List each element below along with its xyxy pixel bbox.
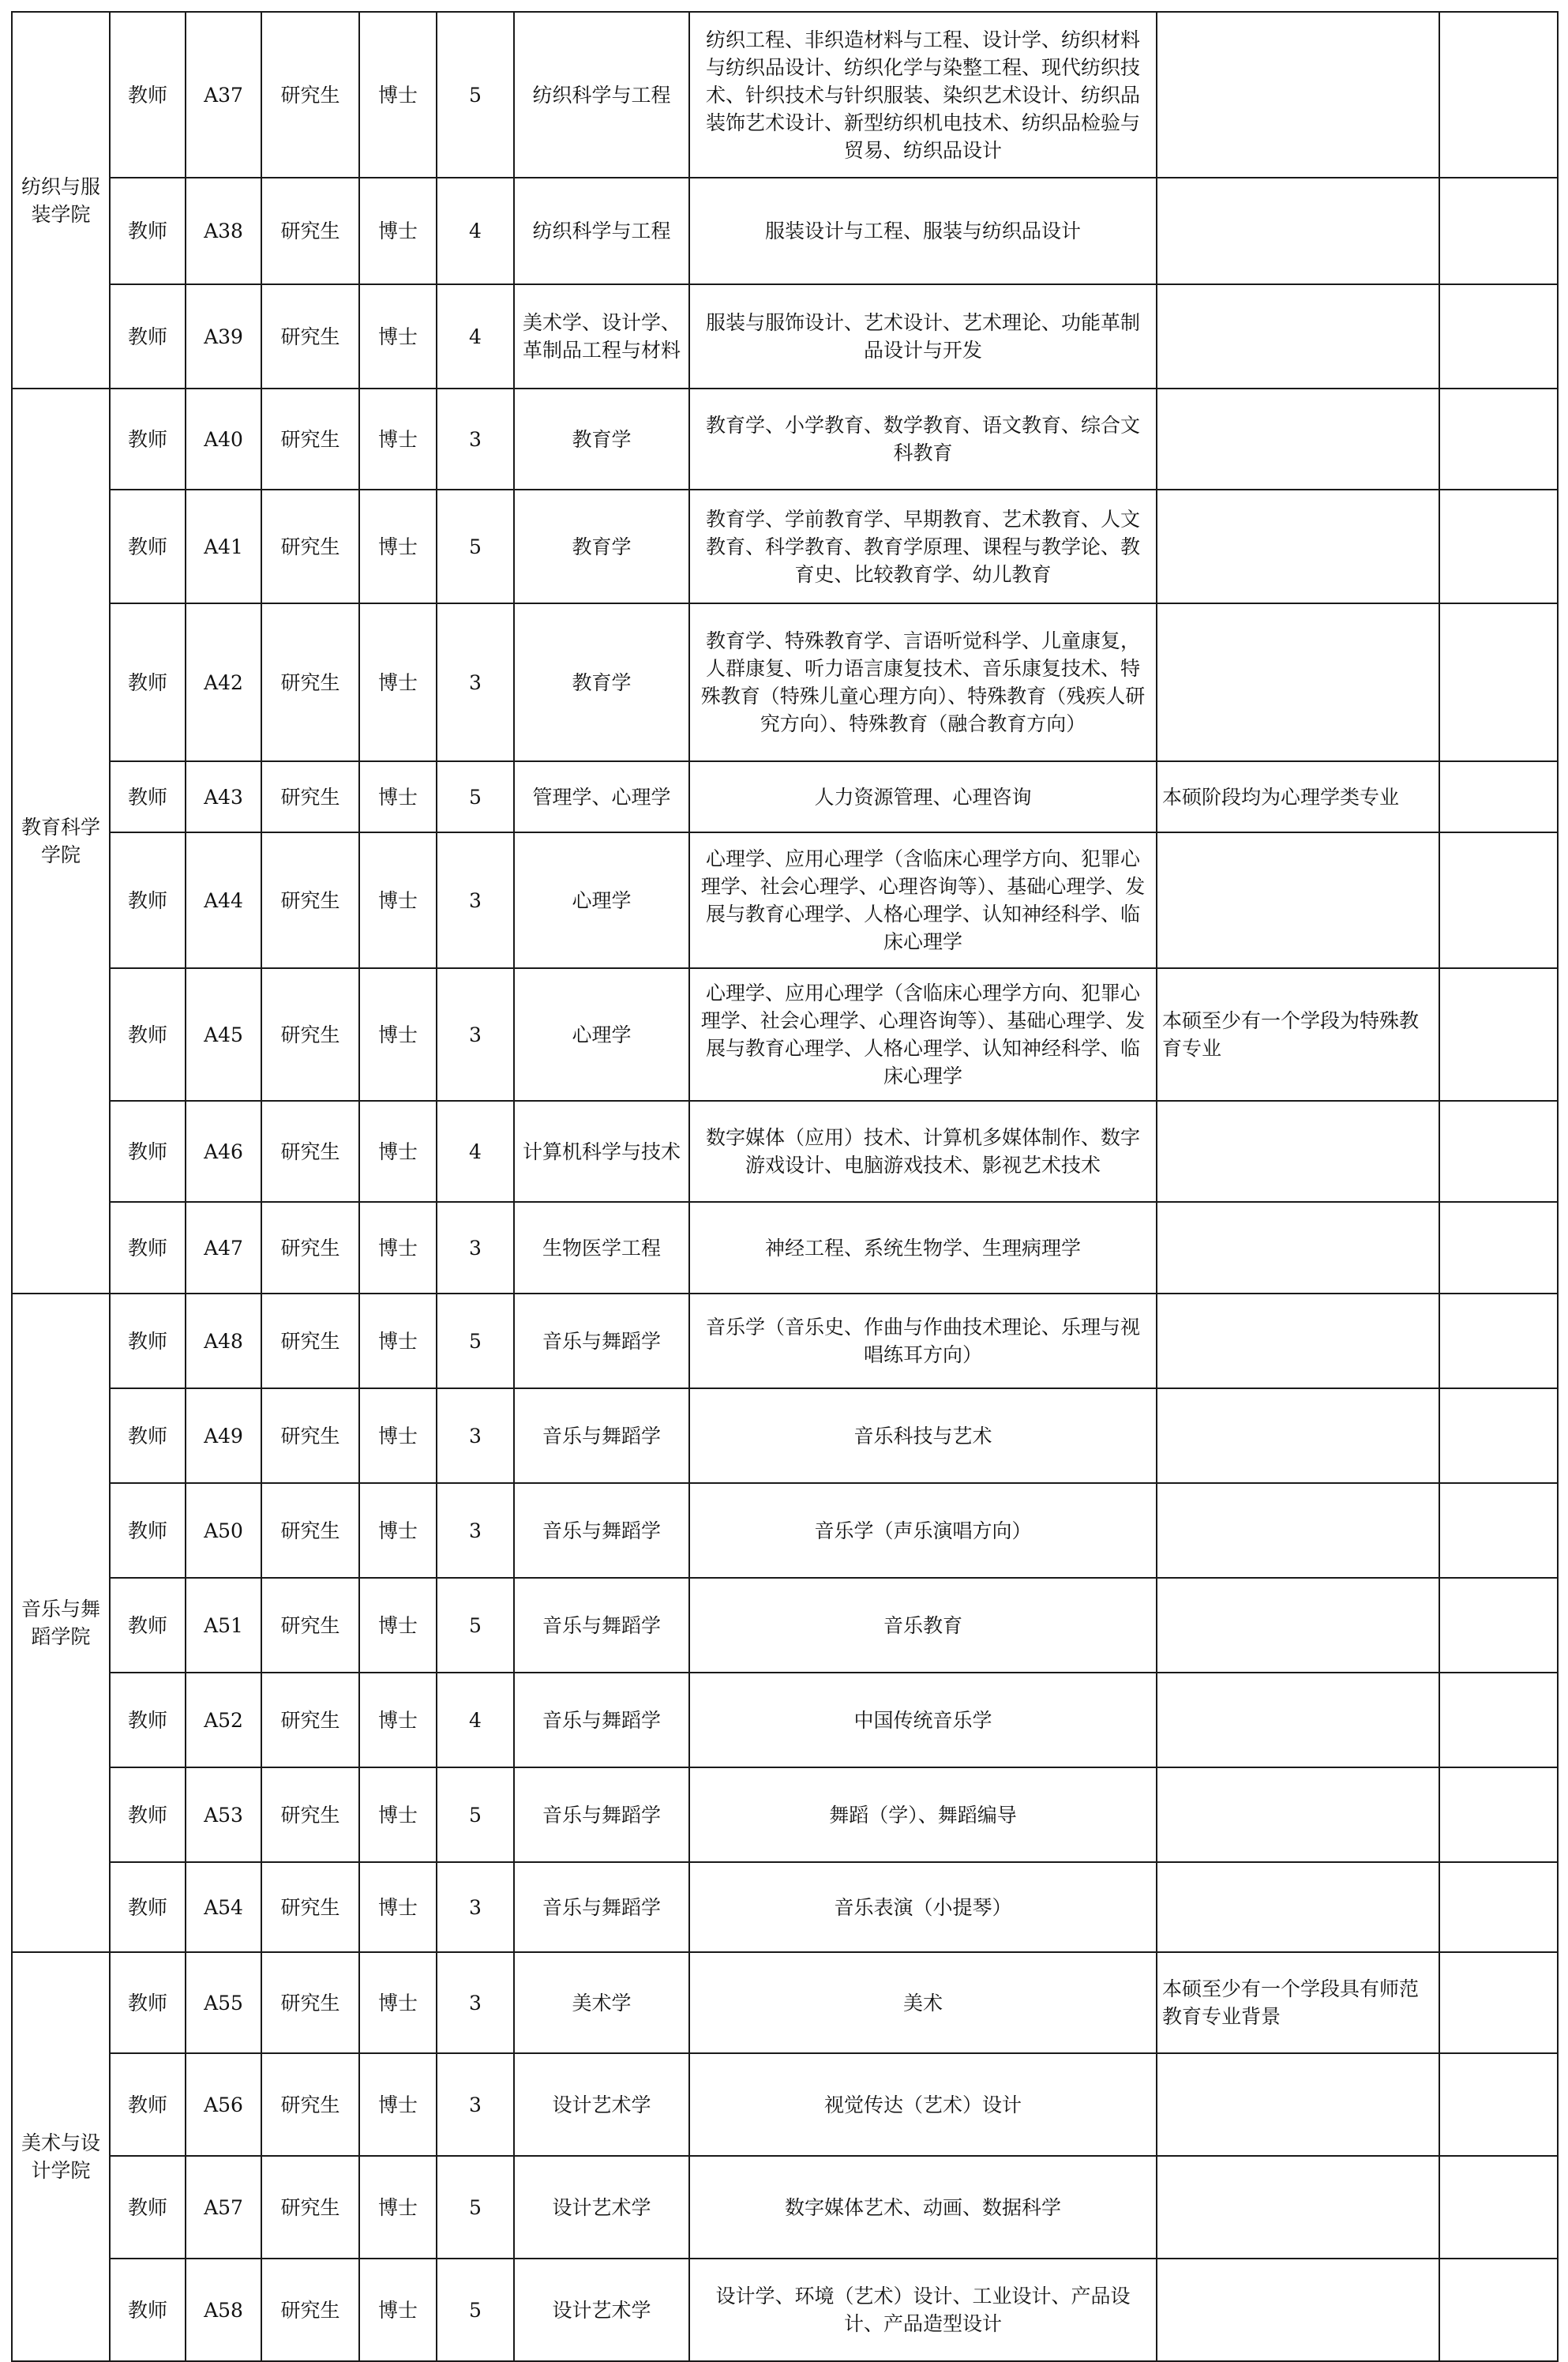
code-cell: A50	[186, 1483, 261, 1578]
majors-cell: 教育学、特殊教育学、言语听觉科学、儿童康复，人群康复、听力语言康复技术、音乐康复技术、特殊教育（特殊儿童心理方向）、特殊教育（残疾人研究方向）、特殊教育（融合教育方向）	[689, 603, 1157, 761]
table-row	[12, 1673, 1558, 1767]
extra-cell	[1439, 1578, 1558, 1673]
extra-cell	[1439, 1767, 1558, 1862]
degree-cell: 博士	[359, 2156, 437, 2259]
post-cell: 教师	[110, 603, 186, 761]
education-cell: 研究生	[261, 1483, 359, 1578]
discipline-cell: 音乐与舞蹈学	[514, 1767, 689, 1862]
post-cell: 教师	[110, 1952, 186, 2053]
table-row	[12, 761, 1558, 832]
majors-cell: 中国传统音乐学	[689, 1673, 1157, 1767]
count-cell: 5	[437, 1578, 514, 1673]
majors-cell: 服装设计与工程、服装与纺织品设计	[689, 178, 1157, 284]
discipline-cell: 设计艺术学	[514, 2156, 689, 2259]
discipline-cell: 教育学	[514, 389, 689, 490]
remark-cell	[1157, 389, 1439, 490]
count-cell: 3	[437, 832, 514, 968]
code-cell: A40	[186, 389, 261, 490]
remark-cell: 本硕至少有一个学段为特殊教育专业	[1157, 968, 1439, 1101]
code-cell: A53	[186, 1767, 261, 1862]
code-cell: A57	[186, 2156, 261, 2259]
post-cell: 教师	[110, 2156, 186, 2259]
post-cell: 教师	[110, 1294, 186, 1388]
count-cell: 3	[437, 1952, 514, 2053]
count-cell: 3	[437, 968, 514, 1101]
remark-cell	[1157, 2053, 1439, 2156]
discipline-cell: 生物医学工程	[514, 1202, 689, 1294]
table-row	[12, 389, 1558, 490]
count-cell: 3	[437, 2053, 514, 2156]
table-row	[12, 2053, 1558, 2156]
remark-cell	[1157, 12, 1439, 178]
table-row	[12, 284, 1558, 389]
code-cell: A39	[186, 284, 261, 389]
remark-cell: 本硕至少有一个学段具有师范教育专业背景	[1157, 1952, 1439, 2053]
majors-cell: 数字媒体（应用）技术、计算机多媒体制作、数字游戏设计、电脑游戏技术、影视艺术技术	[689, 1101, 1157, 1202]
education-cell: 研究生	[261, 2156, 359, 2259]
extra-cell	[1439, 1673, 1558, 1767]
majors-cell: 美术	[689, 1952, 1157, 2053]
majors-cell: 教育学、小学教育、数学教育、语文教育、综合文科教育	[689, 389, 1157, 490]
code-cell: A46	[186, 1101, 261, 1202]
discipline-cell: 纺织科学与工程	[514, 178, 689, 284]
table-row	[12, 832, 1558, 968]
table-row	[12, 2156, 1558, 2259]
education-cell: 研究生	[261, 2053, 359, 2156]
degree-cell: 博士	[359, 832, 437, 968]
degree-cell: 博士	[359, 1952, 437, 2053]
count-cell: 5	[437, 12, 514, 178]
remark-cell	[1157, 1101, 1439, 1202]
post-cell: 教师	[110, 1673, 186, 1767]
majors-cell: 神经工程、系统生物学、生理病理学	[689, 1202, 1157, 1294]
majors-cell: 教育学、学前教育学、早期教育、艺术教育、人文教育、科学教育、教育学原理、课程与教学论、教育史、比较教育学、幼儿教育	[689, 490, 1157, 603]
majors-cell: 心理学、应用心理学（含临床心理学方向、犯罪心理学、社会心理学、心理咨询等）、基础心理学、发展与教育心理学、人格心理学、认知神经科学、临床心理学	[689, 832, 1157, 968]
degree-cell: 博士	[359, 1862, 437, 1952]
extra-cell	[1439, 12, 1558, 178]
degree-cell: 博士	[359, 1294, 437, 1388]
count-cell: 5	[437, 490, 514, 603]
discipline-cell: 心理学	[514, 968, 689, 1101]
majors-cell: 音乐科技与艺术	[689, 1388, 1157, 1483]
college-cell: 音乐与舞蹈学院	[12, 1294, 110, 1952]
remark-cell	[1157, 1483, 1439, 1578]
extra-cell	[1439, 761, 1558, 832]
remark-cell	[1157, 1202, 1439, 1294]
count-cell: 3	[437, 1388, 514, 1483]
extra-cell	[1439, 2156, 1558, 2259]
post-cell: 教师	[110, 1767, 186, 1862]
discipline-cell: 音乐与舞蹈学	[514, 1388, 689, 1483]
code-cell: A51	[186, 1578, 261, 1673]
discipline-cell: 美术学	[514, 1952, 689, 2053]
code-cell: A56	[186, 2053, 261, 2156]
majors-cell: 音乐教育	[689, 1578, 1157, 1673]
table-row	[12, 1767, 1558, 1862]
majors-cell: 视觉传达（艺术）设计	[689, 2053, 1157, 2156]
degree-cell: 博士	[359, 284, 437, 389]
extra-cell	[1439, 389, 1558, 490]
majors-cell: 服装与服饰设计、艺术设计、艺术理论、功能革制品设计与开发	[689, 284, 1157, 389]
majors-cell: 音乐表演（小提琴）	[689, 1862, 1157, 1952]
extra-cell	[1439, 284, 1558, 389]
remark-cell	[1157, 603, 1439, 761]
remark-cell: 本硕阶段均为心理学类专业	[1157, 761, 1439, 832]
degree-cell: 博士	[359, 1388, 437, 1483]
remark-cell	[1157, 1673, 1439, 1767]
extra-cell	[1439, 2053, 1558, 2156]
extra-cell	[1439, 178, 1558, 284]
education-cell: 研究生	[261, 1202, 359, 1294]
post-cell: 教师	[110, 284, 186, 389]
extra-cell	[1439, 1952, 1558, 2053]
count-cell: 5	[437, 2259, 514, 2361]
education-cell: 研究生	[261, 832, 359, 968]
degree-cell: 博士	[359, 1767, 437, 1862]
degree-cell: 博士	[359, 603, 437, 761]
extra-cell	[1439, 1388, 1558, 1483]
count-cell: 3	[437, 603, 514, 761]
code-cell: A37	[186, 12, 261, 178]
education-cell: 研究生	[261, 389, 359, 490]
post-cell: 教师	[110, 1388, 186, 1483]
count-cell: 4	[437, 1673, 514, 1767]
count-cell: 5	[437, 1767, 514, 1862]
college-cell: 纺织与服装学院	[12, 12, 110, 389]
remark-cell	[1157, 284, 1439, 389]
discipline-cell: 教育学	[514, 603, 689, 761]
count-cell: 3	[437, 1202, 514, 1294]
code-cell: A58	[186, 2259, 261, 2361]
discipline-cell: 教育学	[514, 490, 689, 603]
count-cell: 4	[437, 1101, 514, 1202]
extra-cell	[1439, 968, 1558, 1101]
majors-cell: 设计学、环境（艺术）设计、工业设计、产品设计、产品造型设计	[689, 2259, 1157, 2361]
post-cell: 教师	[110, 490, 186, 603]
extra-cell	[1439, 1483, 1558, 1578]
education-cell: 研究生	[261, 1294, 359, 1388]
degree-cell: 博士	[359, 389, 437, 490]
college-cell: 教育科学学院	[12, 389, 110, 1294]
code-cell: A41	[186, 490, 261, 603]
degree-cell: 博士	[359, 490, 437, 603]
extra-cell	[1439, 2259, 1558, 2361]
post-cell: 教师	[110, 832, 186, 968]
table-row	[12, 1294, 1558, 1388]
remark-cell	[1157, 1862, 1439, 1952]
extra-cell	[1439, 1101, 1558, 1202]
count-cell: 5	[437, 761, 514, 832]
degree-cell: 博士	[359, 1101, 437, 1202]
table-row	[12, 12, 1558, 178]
discipline-cell: 音乐与舞蹈学	[514, 1578, 689, 1673]
education-cell: 研究生	[261, 1101, 359, 1202]
post-cell: 教师	[110, 389, 186, 490]
table-row	[12, 2259, 1558, 2361]
code-cell: A48	[186, 1294, 261, 1388]
post-cell: 教师	[110, 2259, 186, 2361]
post-cell: 教师	[110, 1483, 186, 1578]
table-row	[12, 490, 1558, 603]
degree-cell: 博士	[359, 2053, 437, 2156]
degree-cell: 博士	[359, 1483, 437, 1578]
code-cell: A54	[186, 1862, 261, 1952]
education-cell: 研究生	[261, 1767, 359, 1862]
recruitment-table	[11, 11, 1559, 2362]
remark-cell	[1157, 1578, 1439, 1673]
count-cell: 4	[437, 178, 514, 284]
education-cell: 研究生	[261, 1578, 359, 1673]
table-row	[12, 1202, 1558, 1294]
table-row	[12, 1578, 1558, 1673]
remark-cell	[1157, 1294, 1439, 1388]
remark-cell	[1157, 1388, 1439, 1483]
education-cell: 研究生	[261, 1862, 359, 1952]
code-cell: A42	[186, 603, 261, 761]
post-cell: 教师	[110, 1862, 186, 1952]
discipline-cell: 纺织科学与工程	[514, 12, 689, 178]
extra-cell	[1439, 1202, 1558, 1294]
table-row	[12, 1101, 1558, 1202]
table-row	[12, 1483, 1558, 1578]
degree-cell: 博士	[359, 1578, 437, 1673]
degree-cell: 博士	[359, 1202, 437, 1294]
majors-cell: 数字媒体艺术、动画、数据科学	[689, 2156, 1157, 2259]
education-cell: 研究生	[261, 1388, 359, 1483]
post-cell: 教师	[110, 178, 186, 284]
extra-cell	[1439, 832, 1558, 968]
discipline-cell: 美术学、设计学、革制品工程与材料	[514, 284, 689, 389]
degree-cell: 博士	[359, 1673, 437, 1767]
count-cell: 5	[437, 1294, 514, 1388]
post-cell: 教师	[110, 1578, 186, 1673]
discipline-cell: 设计艺术学	[514, 2259, 689, 2361]
remark-cell	[1157, 2156, 1439, 2259]
discipline-cell: 管理学、心理学	[514, 761, 689, 832]
degree-cell: 博士	[359, 12, 437, 178]
majors-cell: 人力资源管理、心理咨询	[689, 761, 1157, 832]
discipline-cell: 音乐与舞蹈学	[514, 1483, 689, 1578]
table-row	[12, 968, 1558, 1101]
remark-cell	[1157, 1767, 1439, 1862]
education-cell: 研究生	[261, 1673, 359, 1767]
majors-cell: 音乐学（声乐演唱方向）	[689, 1483, 1157, 1578]
discipline-cell: 计算机科学与技术	[514, 1101, 689, 1202]
degree-cell: 博士	[359, 761, 437, 832]
code-cell: A47	[186, 1202, 261, 1294]
table-row	[12, 1388, 1558, 1483]
code-cell: A38	[186, 178, 261, 284]
education-cell: 研究生	[261, 968, 359, 1101]
count-cell: 5	[437, 2156, 514, 2259]
code-cell: A45	[186, 968, 261, 1101]
education-cell: 研究生	[261, 12, 359, 178]
education-cell: 研究生	[261, 761, 359, 832]
majors-cell: 纺织工程、非织造材料与工程、设计学、纺织材料与纺织品设计、纺织化学与染整工程、现代纺织技术、针织技术与针织服装、染织艺术设计、纺织品装饰艺术设计、新型纺织机电技术、纺织品检验与贸易、纺织品设计	[689, 12, 1157, 178]
post-cell: 教师	[110, 761, 186, 832]
extra-cell	[1439, 490, 1558, 603]
remark-cell	[1157, 178, 1439, 284]
count-cell: 3	[437, 1862, 514, 1952]
post-cell: 教师	[110, 968, 186, 1101]
education-cell: 研究生	[261, 490, 359, 603]
college-cell: 美术与设计学院	[12, 1952, 110, 2361]
majors-cell: 音乐学（音乐史、作曲与作曲技术理论、乐理与视唱练耳方向）	[689, 1294, 1157, 1388]
code-cell: A49	[186, 1388, 261, 1483]
code-cell: A52	[186, 1673, 261, 1767]
majors-cell: 舞蹈（学）、舞蹈编导	[689, 1767, 1157, 1862]
code-cell: A55	[186, 1952, 261, 2053]
degree-cell: 博士	[359, 178, 437, 284]
discipline-cell: 音乐与舞蹈学	[514, 1862, 689, 1952]
code-cell: A43	[186, 761, 261, 832]
discipline-cell: 音乐与舞蹈学	[514, 1673, 689, 1767]
remark-cell	[1157, 832, 1439, 968]
discipline-cell: 心理学	[514, 832, 689, 968]
count-cell: 4	[437, 284, 514, 389]
table-body	[12, 12, 1558, 2361]
count-cell: 3	[437, 1483, 514, 1578]
degree-cell: 博士	[359, 968, 437, 1101]
discipline-cell: 设计艺术学	[514, 2053, 689, 2156]
discipline-cell: 音乐与舞蹈学	[514, 1294, 689, 1388]
count-cell: 3	[437, 389, 514, 490]
post-cell: 教师	[110, 2053, 186, 2156]
table-row	[12, 178, 1558, 284]
extra-cell	[1439, 1294, 1558, 1388]
education-cell: 研究生	[261, 2259, 359, 2361]
code-cell: A44	[186, 832, 261, 968]
degree-cell: 博士	[359, 2259, 437, 2361]
post-cell: 教师	[110, 1101, 186, 1202]
table-row	[12, 1862, 1558, 1952]
extra-cell	[1439, 603, 1558, 761]
remark-cell	[1157, 490, 1439, 603]
remark-cell	[1157, 2259, 1439, 2361]
table-row	[12, 603, 1558, 761]
education-cell: 研究生	[261, 603, 359, 761]
post-cell: 教师	[110, 1202, 186, 1294]
majors-cell: 心理学、应用心理学（含临床心理学方向、犯罪心理学、社会心理学、心理咨询等）、基础心理学、发展与教育心理学、人格心理学、认知神经科学、临床心理学	[689, 968, 1157, 1101]
education-cell: 研究生	[261, 284, 359, 389]
post-cell: 教师	[110, 12, 186, 178]
table-row	[12, 1952, 1558, 2053]
education-cell: 研究生	[261, 1952, 359, 2053]
extra-cell	[1439, 1862, 1558, 1952]
education-cell: 研究生	[261, 178, 359, 284]
